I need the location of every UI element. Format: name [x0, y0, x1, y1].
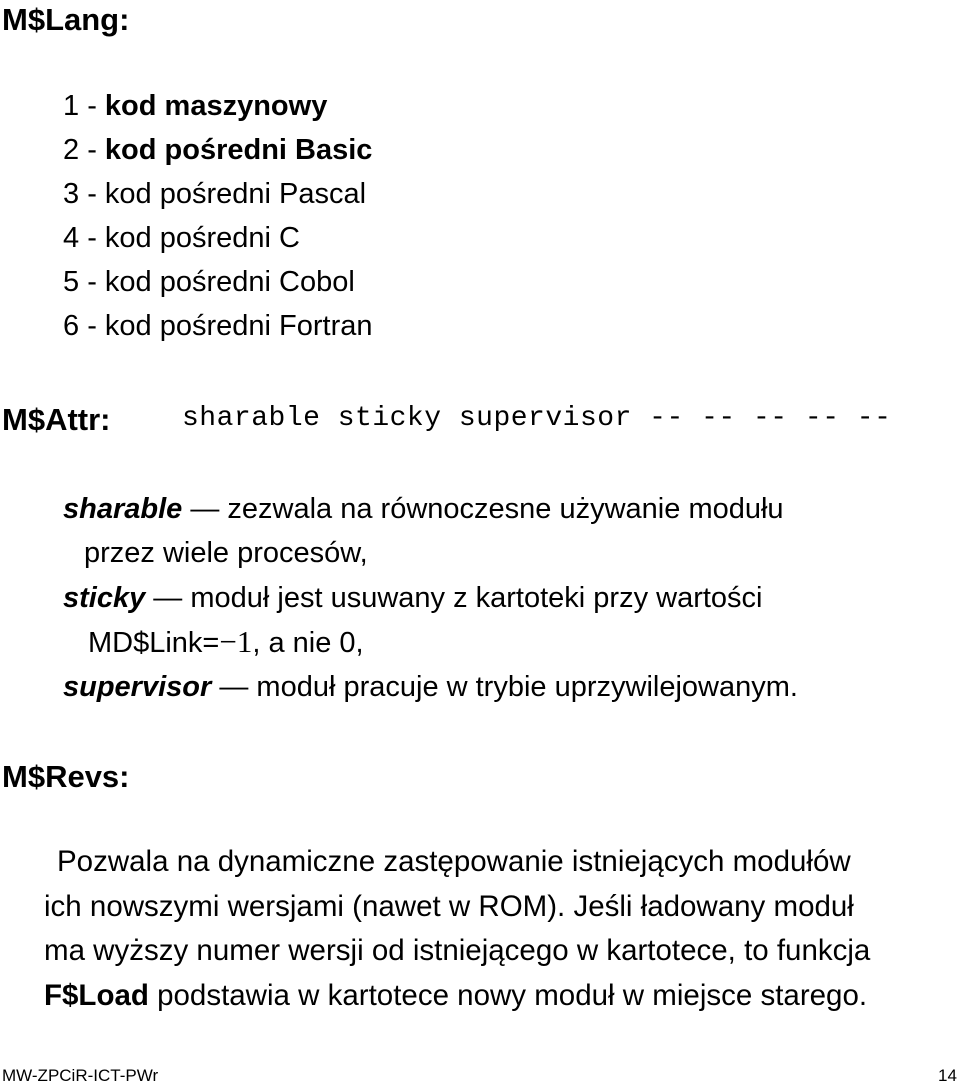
sticky-text: — moduł jest usuwany z kartoteki przy wartości: [145, 582, 763, 614]
attr-desc-sticky: [63, 576, 763, 621]
revs-line-4: [44, 974, 867, 1019]
lang-item-label: kod pośredni Fortran: [104, 310, 373, 342]
lang-item: [63, 216, 373, 260]
sticky-cont-post: , a nie 0,: [252, 627, 364, 659]
lang-item-number: 6: [63, 310, 80, 342]
attr-desc-sharable: [63, 487, 784, 532]
page-number: 14: [938, 1066, 957, 1085]
revs-line-4-rest: podstawia w kartotece nowy moduł w miejsce starego.: [148, 979, 868, 1012]
lang-item-number: 1: [63, 90, 80, 122]
term-sticky: sticky: [63, 582, 146, 614]
lang-item-separator: -: [79, 90, 105, 122]
term-supervisor: supervisor: [63, 671, 212, 703]
revs-line-1: Pozwala na dynamiczne zastępowanie istniejących modułów: [57, 845, 851, 878]
lang-item: [63, 84, 373, 128]
attr-desc-sharable-cont: przez wiele procesów,: [84, 537, 368, 569]
lang-item: [63, 128, 373, 172]
sticky-cont-math: −1: [219, 624, 253, 659]
lang-item-label: kod pośredni Pascal: [104, 178, 367, 210]
fload-term: F$Load: [44, 979, 149, 1012]
lang-item-separator: -: [79, 134, 105, 166]
lang-item: [63, 304, 373, 348]
lang-item-separator: -: [79, 310, 105, 342]
revs-line-3: ma wyższy numer wersji od istniejącego w kartotece, to funkcja: [44, 934, 871, 967]
lang-item-label: kod pośredni C: [104, 222, 300, 254]
attr-desc-supervisor: [63, 665, 798, 710]
footer-label: MW-ZPCiR-ICT-PWr: [2, 1066, 159, 1085]
attr-flags: sharable sticky supervisor -- -- -- -- --: [182, 403, 892, 434]
lang-item-number: 3: [63, 178, 80, 210]
supervisor-text: — moduł pracuje w trybie uprzywilejowanym.: [211, 671, 798, 703]
lang-item-separator: -: [79, 266, 105, 298]
lang-item-label: kod pośredni Basic: [104, 134, 373, 166]
lang-item: [63, 260, 373, 304]
revs-heading: M$Revs:: [2, 759, 130, 794]
lang-item-label: kod pośredni Cobol: [104, 266, 355, 298]
revs-line-2: ich nowszymi wersjami (nawet w ROM). Jeśli ładowany moduł: [44, 890, 854, 923]
lang-item-number: 5: [63, 266, 80, 298]
lang-item-number: 2: [63, 134, 80, 166]
lang-item: [63, 172, 373, 216]
attr-heading: M$Attr:: [2, 402, 111, 437]
lang-list: [63, 84, 373, 348]
lang-item-label: kod maszynowy: [104, 90, 328, 122]
lang-item-number: 4: [63, 222, 80, 254]
lang-item-separator: -: [79, 178, 105, 210]
lang-item-separator: -: [79, 222, 105, 254]
lang-heading: M$Lang:: [2, 2, 130, 37]
attr-desc-sticky-cont: [88, 620, 364, 666]
term-sharable: sharable: [63, 493, 183, 525]
sticky-cont-pre: MD$Link=: [88, 627, 220, 659]
sharable-text: — zezwala na równoczesne używanie modułu: [182, 493, 784, 525]
